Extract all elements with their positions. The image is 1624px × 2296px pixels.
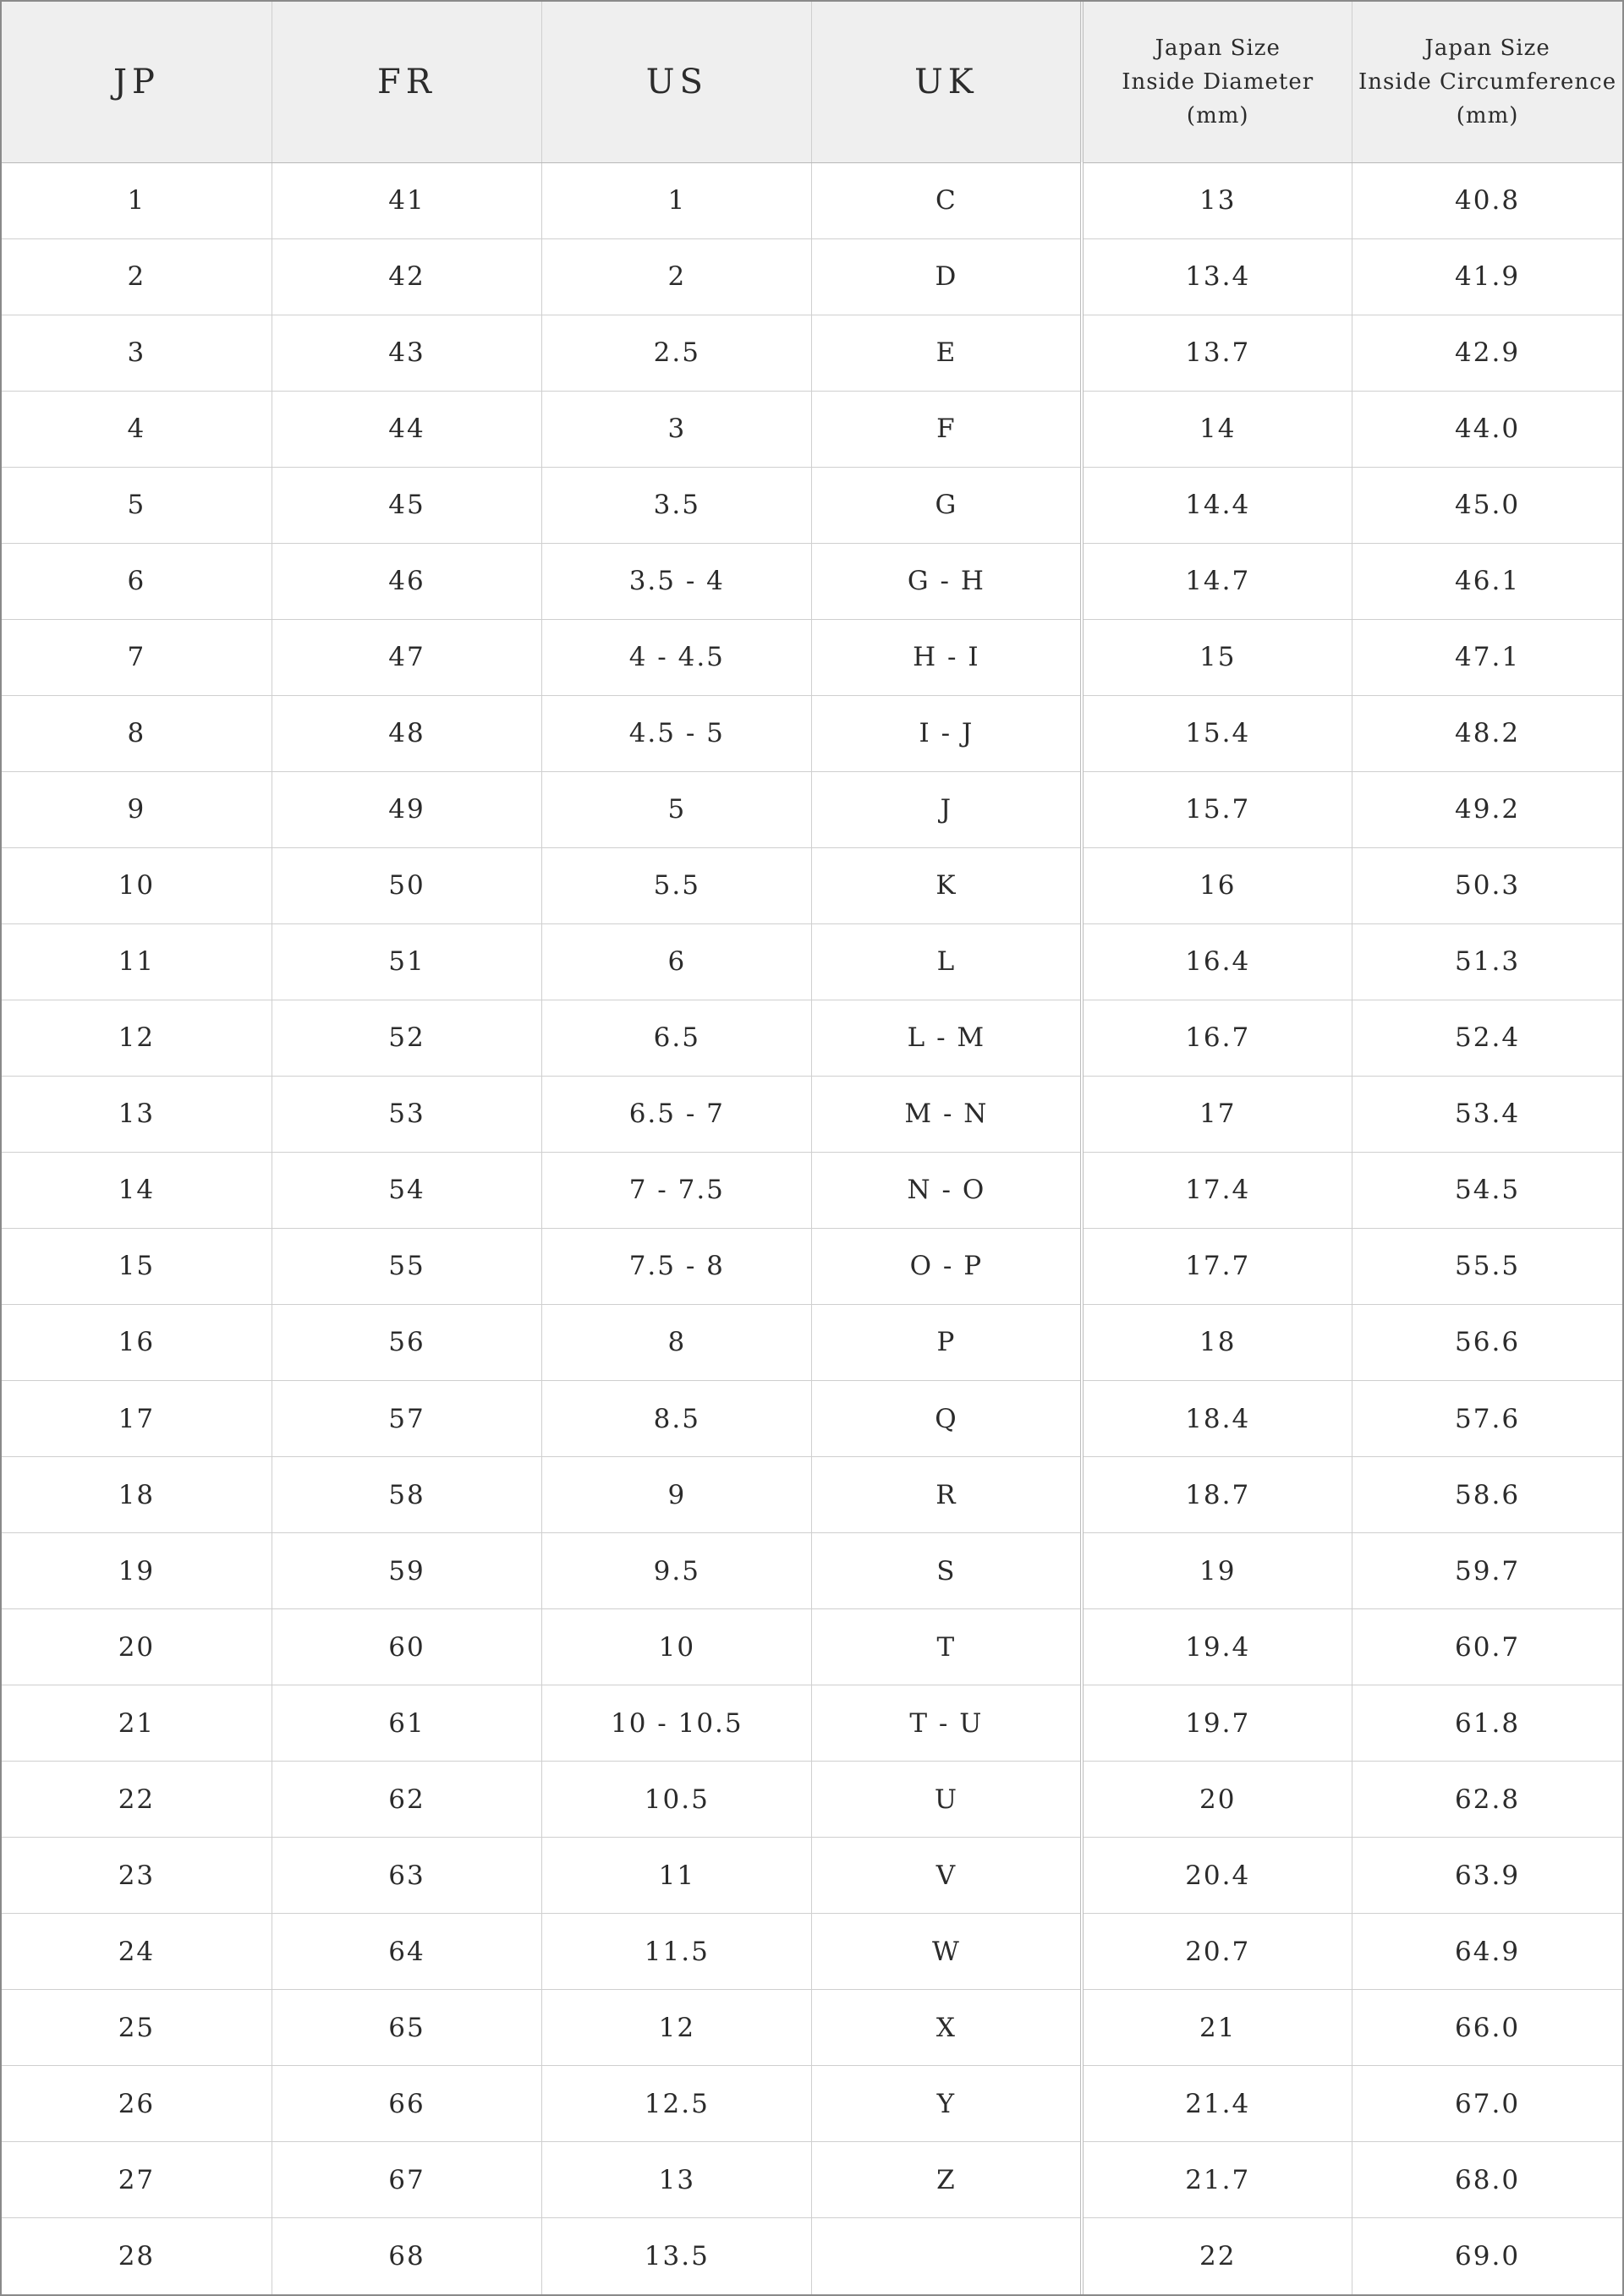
cell-fr: 59 [272,1533,541,1609]
cell-jp: 23 [2,1838,272,1914]
cell-uk: P [812,1304,1082,1380]
table-row [2,1914,1622,1990]
cell-inside-circumference: 44.0 [1352,391,1622,467]
cell-us: 3 [542,391,812,467]
cell-uk: T [812,1609,1082,1685]
table-row [2,162,1622,238]
cell-inside-diameter: 14.4 [1082,467,1352,543]
cell-fr: 49 [272,771,541,847]
cell-us: 2 [542,238,812,315]
cell-fr: 62 [272,1762,541,1838]
table-row [2,1838,1622,1914]
table-row [2,1000,1622,1076]
cell-uk: O - P [812,1228,1082,1304]
cell-jp: 6 [2,543,272,619]
table-row [2,2066,1622,2142]
cell-uk: U [812,1762,1082,1838]
cell-jp: 22 [2,1762,272,1838]
cell-inside-circumference: 57.6 [1352,1381,1622,1457]
cell-fr: 46 [272,543,541,619]
cell-inside-diameter: 22 [1082,2218,1352,2294]
cell-us: 12.5 [542,2066,812,2142]
cell-uk: G [812,467,1082,543]
table-row [2,1228,1622,1304]
cell-uk: F [812,391,1082,467]
cell-jp: 5 [2,467,272,543]
header-inside-diameter-line-3: (mm) [1186,102,1249,129]
cell-uk: I - J [812,695,1082,771]
cell-fr: 66 [272,2066,541,2142]
cell-us: 5 [542,771,812,847]
cell-uk: V [812,1838,1082,1914]
header-fr: FR [272,2,541,162]
cell-us: 13 [542,2142,812,2218]
table-row [2,1076,1622,1152]
cell-inside-circumference: 56.6 [1352,1304,1622,1380]
cell-us: 6.5 [542,1000,812,1076]
cell-inside-circumference: 42.9 [1352,315,1622,391]
cell-jp: 17 [2,1381,272,1457]
cell-fr: 54 [272,1152,541,1228]
table-row [2,2218,1622,2294]
cell-inside-diameter: 15.7 [1082,771,1352,847]
cell-inside-diameter: 16.4 [1082,923,1352,1000]
header-inside-diameter-line-1: Japan Size [1155,35,1281,61]
header-uk: UK [812,2,1082,162]
cell-inside-circumference: 45.0 [1352,467,1622,543]
cell-uk: L [812,923,1082,1000]
cell-fr: 58 [272,1457,541,1533]
cell-inside-circumference: 48.2 [1352,695,1622,771]
table-row [2,315,1622,391]
cell-inside-diameter: 15 [1082,619,1352,695]
cell-inside-diameter: 17.7 [1082,1228,1352,1304]
table-row [2,771,1622,847]
cell-uk [812,2218,1082,2294]
table-row [2,543,1622,619]
cell-jp: 8 [2,695,272,771]
cell-jp: 27 [2,2142,272,2218]
cell-jp: 11 [2,923,272,1000]
cell-fr: 44 [272,391,541,467]
cell-inside-circumference: 61.8 [1352,1685,1622,1762]
cell-jp: 16 [2,1304,272,1380]
cell-fr: 42 [272,238,541,315]
cell-fr: 55 [272,1228,541,1304]
cell-inside-circumference: 54.5 [1352,1152,1622,1228]
table-row [2,1762,1622,1838]
cell-us: 11.5 [542,1914,812,1990]
table-row [2,391,1622,467]
header-inside-circumference-line-3: (mm) [1456,102,1519,129]
cell-inside-circumference: 58.6 [1352,1457,1622,1533]
cell-uk: L - M [812,1000,1082,1076]
cell-inside-circumference: 47.1 [1352,619,1622,695]
header-inside-circumference-line-1: Japan Size [1424,35,1550,61]
cell-jp: 15 [2,1228,272,1304]
cell-us: 9 [542,1457,812,1533]
cell-fr: 52 [272,1000,541,1076]
cell-inside-diameter: 18 [1082,1304,1352,1380]
cell-jp: 9 [2,771,272,847]
cell-jp: 19 [2,1533,272,1609]
cell-uk: N - O [812,1152,1082,1228]
cell-us: 12 [542,1990,812,2066]
cell-inside-diameter: 16.7 [1082,1000,1352,1076]
cell-inside-diameter: 18.4 [1082,1381,1352,1457]
cell-inside-diameter: 13.7 [1082,315,1352,391]
cell-fr: 57 [272,1381,541,1457]
cell-fr: 64 [272,1914,541,1990]
cell-inside-diameter: 19 [1082,1533,1352,1609]
cell-us: 4 - 4.5 [542,619,812,695]
table-row [2,238,1622,315]
cell-us: 2.5 [542,315,812,391]
cell-inside-circumference: 53.4 [1352,1076,1622,1152]
table-header [2,2,1622,162]
cell-us: 3.5 - 4 [542,543,812,619]
table-row [2,2142,1622,2218]
cell-us: 4.5 - 5 [542,695,812,771]
cell-inside-circumference: 41.9 [1352,238,1622,315]
cell-jp: 28 [2,2218,272,2294]
cell-inside-diameter: 13.4 [1082,238,1352,315]
cell-fr: 41 [272,162,541,238]
cell-fr: 48 [272,695,541,771]
cell-us: 10 [542,1609,812,1685]
cell-uk: D [812,238,1082,315]
cell-fr: 60 [272,1609,541,1685]
table-row [2,695,1622,771]
cell-us: 11 [542,1838,812,1914]
cell-us: 10.5 [542,1762,812,1838]
header-inside-diameter-line-2: Inside Diameter [1122,68,1314,95]
cell-fr: 61 [272,1685,541,1762]
cell-inside-diameter: 20.4 [1082,1838,1352,1914]
cell-us: 13.5 [542,2218,812,2294]
cell-inside-circumference: 55.5 [1352,1228,1622,1304]
table-row [2,1533,1622,1609]
cell-inside-diameter: 19.4 [1082,1609,1352,1685]
cell-us: 5.5 [542,847,812,923]
cell-jp: 12 [2,1000,272,1076]
cell-fr: 45 [272,467,541,543]
cell-inside-circumference: 62.8 [1352,1762,1622,1838]
cell-fr: 68 [272,2218,541,2294]
cell-uk: Z [812,2142,1082,2218]
cell-us: 7 - 7.5 [542,1152,812,1228]
cell-inside-diameter: 19.7 [1082,1685,1352,1762]
cell-jp: 21 [2,1685,272,1762]
cell-jp: 26 [2,2066,272,2142]
cell-inside-diameter: 21.4 [1082,2066,1352,2142]
cell-jp: 24 [2,1914,272,1990]
cell-jp: 7 [2,619,272,695]
table-row [2,1152,1622,1228]
header-row [2,2,1622,162]
cell-inside-circumference: 60.7 [1352,1609,1622,1685]
cell-jp: 25 [2,1990,272,2066]
cell-inside-circumference: 68.0 [1352,2142,1622,2218]
cell-fr: 53 [272,1076,541,1152]
cell-fr: 56 [272,1304,541,1380]
cell-us: 6.5 - 7 [542,1076,812,1152]
cell-inside-circumference: 52.4 [1352,1000,1622,1076]
cell-inside-diameter: 16 [1082,847,1352,923]
cell-uk: T - U [812,1685,1082,1762]
cell-uk: R [812,1457,1082,1533]
cell-fr: 43 [272,315,541,391]
cell-us: 6 [542,923,812,1000]
cell-inside-diameter: 13 [1082,162,1352,238]
cell-uk: X [812,1990,1082,2066]
header-us: US [542,2,812,162]
cell-uk: M - N [812,1076,1082,1152]
cell-uk: C [812,162,1082,238]
cell-inside-circumference: 46.1 [1352,543,1622,619]
cell-fr: 47 [272,619,541,695]
cell-inside-diameter: 15.4 [1082,695,1352,771]
cell-us: 8.5 [542,1381,812,1457]
cell-inside-diameter: 21.7 [1082,2142,1352,2218]
cell-inside-diameter: 14.7 [1082,543,1352,619]
cell-jp: 3 [2,315,272,391]
cell-jp: 20 [2,1609,272,1685]
table-row [2,619,1622,695]
table-row [2,1685,1622,1762]
cell-inside-circumference: 63.9 [1352,1838,1622,1914]
cell-uk: J [812,771,1082,847]
header-inside-diameter [1082,2,1352,162]
table-row [2,847,1622,923]
cell-inside-circumference: 51.3 [1352,923,1622,1000]
cell-fr: 67 [272,2142,541,2218]
table-row [2,1457,1622,1533]
cell-us: 1 [542,162,812,238]
header-inside-circumference-line-2: Inside Circumference [1358,68,1617,95]
cell-uk: W [812,1914,1082,1990]
table-row [2,1381,1622,1457]
header-jp: JP [2,2,272,162]
cell-inside-diameter: 17 [1082,1076,1352,1152]
cell-fr: 50 [272,847,541,923]
cell-inside-circumference: 67.0 [1352,2066,1622,2142]
cell-fr: 63 [272,1838,541,1914]
cell-uk: Q [812,1381,1082,1457]
cell-jp: 4 [2,391,272,467]
cell-jp: 14 [2,1152,272,1228]
cell-us: 10 - 10.5 [542,1685,812,1762]
header-inside-circumference [1352,2,1622,162]
cell-inside-circumference: 49.2 [1352,771,1622,847]
cell-uk: K [812,847,1082,923]
cell-fr: 51 [272,923,541,1000]
cell-jp: 13 [2,1076,272,1152]
table-row [2,1990,1622,2066]
cell-inside-diameter: 21 [1082,1990,1352,2066]
cell-jp: 10 [2,847,272,923]
cell-inside-circumference: 40.8 [1352,162,1622,238]
cell-us: 9.5 [542,1533,812,1609]
cell-inside-diameter: 14 [1082,391,1352,467]
cell-uk: E [812,315,1082,391]
table-row [2,1609,1622,1685]
cell-us: 3.5 [542,467,812,543]
cell-us: 7.5 - 8 [542,1228,812,1304]
table-row [2,923,1622,1000]
ring-size-conversion-table [2,2,1622,2294]
cell-inside-diameter: 20 [1082,1762,1352,1838]
table-row [2,1304,1622,1380]
cell-uk: S [812,1533,1082,1609]
cell-inside-circumference: 50.3 [1352,847,1622,923]
table-body [2,162,1622,2294]
cell-inside-circumference: 66.0 [1352,1990,1622,2066]
cell-uk: G - H [812,543,1082,619]
cell-inside-diameter: 17.4 [1082,1152,1352,1228]
cell-uk: Y [812,2066,1082,2142]
cell-jp: 1 [2,162,272,238]
table-row [2,467,1622,543]
cell-inside-circumference: 69.0 [1455,2241,1521,2272]
cell-inside-diameter: 20.7 [1082,1914,1352,1990]
cell-fr: 65 [272,1990,541,2066]
cell-us: 8 [542,1304,812,1380]
cell-jp: 18 [2,1457,272,1533]
cell-jp: 2 [2,238,272,315]
cell-inside-diameter: 18.7 [1082,1457,1352,1533]
cell-uk: H - I [812,619,1082,695]
cell-inside-circumference: 59.7 [1352,1533,1622,1609]
cell-inside-circumference: 64.9 [1352,1914,1622,1990]
